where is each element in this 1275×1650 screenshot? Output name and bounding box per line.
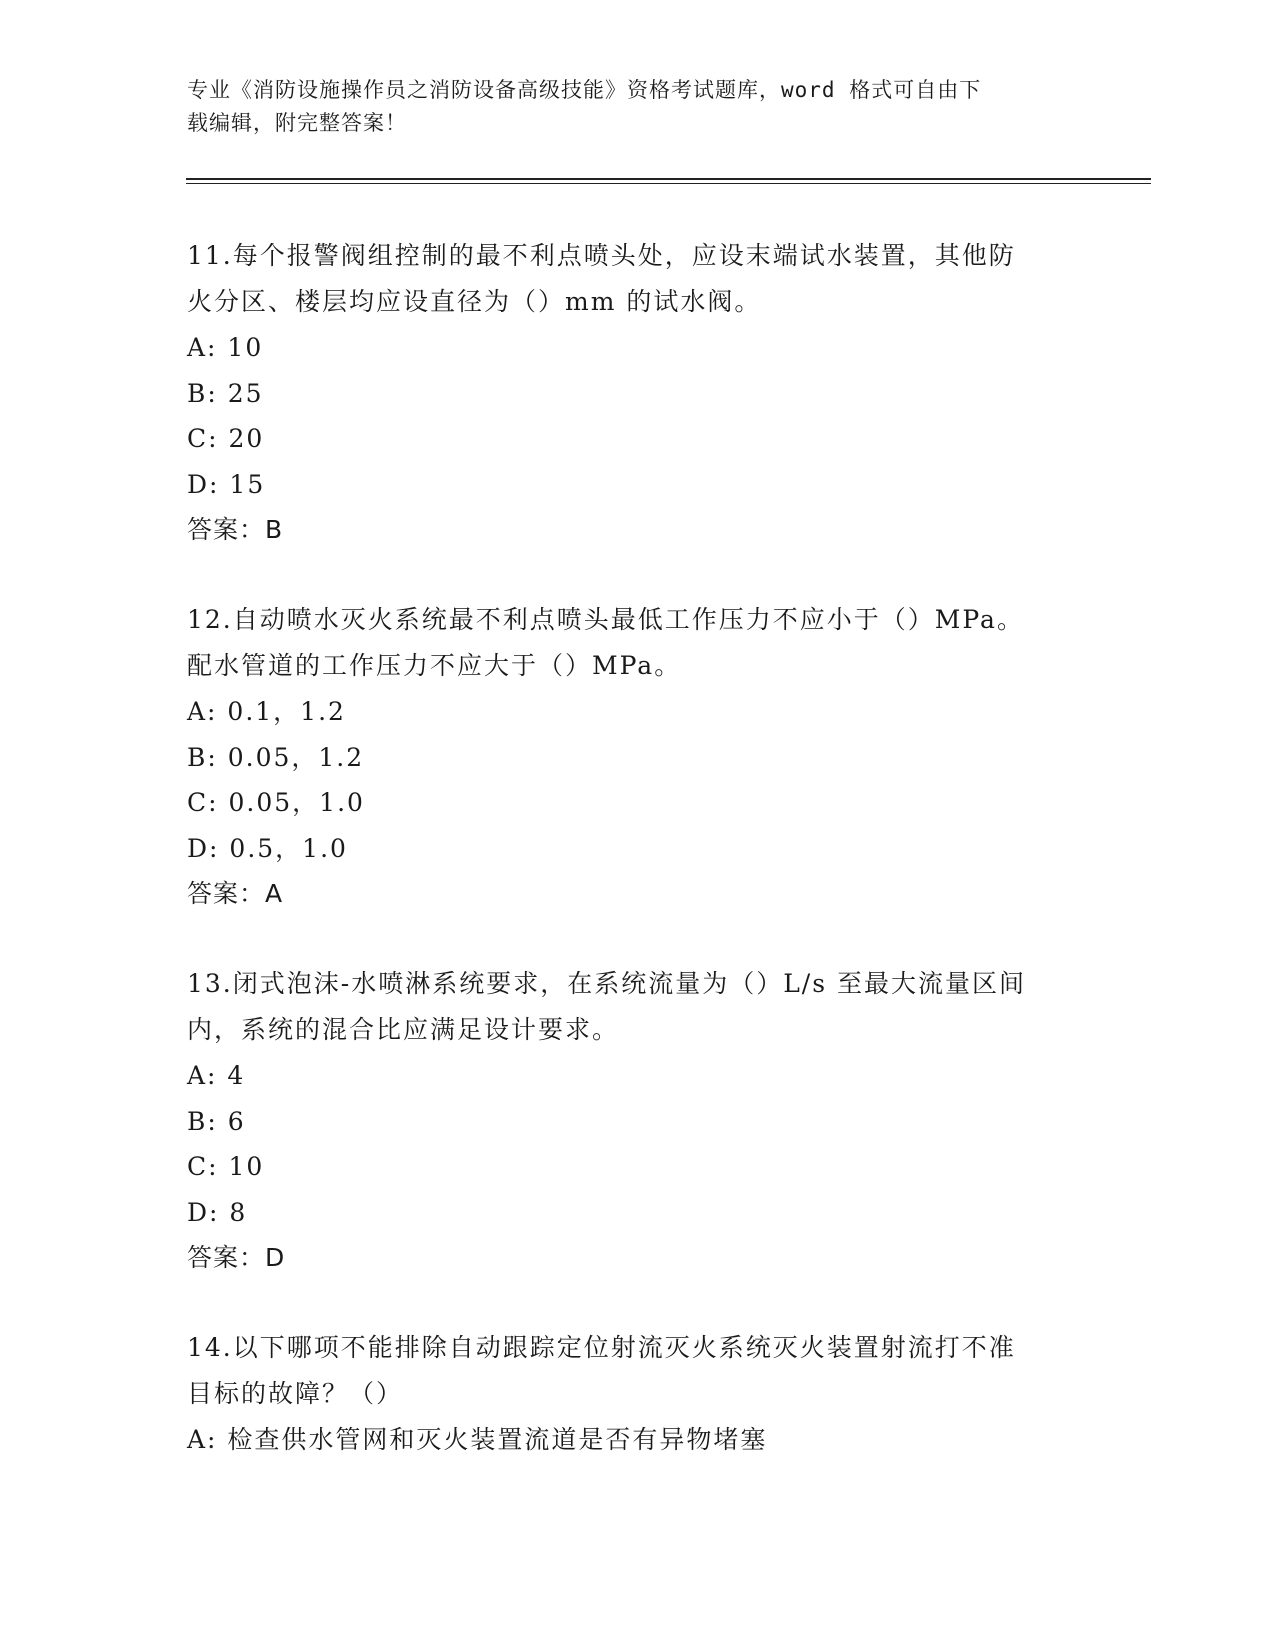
option-c: C: 20 bbox=[187, 424, 265, 453]
option-b: B: 0.05，1.2 bbox=[187, 742, 365, 772]
option-b: B: 25 bbox=[187, 378, 264, 408]
header-line-2: 载编辑，附完整答案！ bbox=[187, 111, 407, 135]
answer: 答案：A bbox=[187, 879, 284, 908]
question-11 bbox=[187, 233, 1087, 553]
question-14 bbox=[187, 1325, 1087, 1463]
option-a: A: 检查供水管网和灭火装置流道是否有异物堵塞 bbox=[187, 1425, 768, 1454]
option-d: D: 0.5，1.0 bbox=[187, 833, 348, 863]
question-stem-line-2: 内，系统的混合比应满足设计要求。 bbox=[187, 1015, 620, 1044]
question-stem-line-1: 11.每个报警阀组控制的最不利点喷头处，应设末端试水装置，其他防 bbox=[187, 241, 1016, 270]
question-stem-line-2: 火分区、楼层均应设直径为（）mm 的试水阀。 bbox=[187, 287, 762, 316]
option-a: A: 0.1，1.2 bbox=[187, 697, 346, 726]
header-divider bbox=[186, 178, 1151, 184]
question-stem-line-2: 配水管道的工作压力不应大于（）MPa。 bbox=[187, 651, 682, 680]
question-12 bbox=[187, 597, 1087, 917]
option-c: C: 0.05，1.0 bbox=[187, 788, 365, 817]
option-d: D: 8 bbox=[187, 1197, 248, 1227]
answer: 答案：B bbox=[187, 515, 284, 544]
question-stem-line-1: 13.闭式泡沫-水喷淋系统要求，在系统流量为（）L/s 至最大流量区间 bbox=[187, 969, 1027, 998]
option-b: B: 6 bbox=[187, 1106, 246, 1136]
question-stem-line-1: 14.以下哪项不能排除自动跟踪定位射流灭火系统灭火装置射流打不准 bbox=[187, 1333, 1016, 1362]
option-a: A: 10 bbox=[187, 333, 264, 362]
answer: 答案：D bbox=[187, 1243, 286, 1272]
question-stem-line-1: 12.自动喷水灭火系统最不利点喷头最低工作压力不应小于（）MPa。 bbox=[187, 605, 1024, 634]
question-stem-line-2: 目标的故障？（） bbox=[187, 1379, 404, 1408]
option-d: D: 15 bbox=[187, 469, 266, 499]
header-line-1: 专业《消防设施操作员之消防设备高级技能》资格考试题库，word 格式可自由下 bbox=[187, 78, 982, 102]
question-13 bbox=[187, 961, 1087, 1281]
option-a: A: 4 bbox=[187, 1061, 246, 1090]
document-header bbox=[187, 74, 1087, 140]
option-c: C: 10 bbox=[187, 1152, 265, 1181]
